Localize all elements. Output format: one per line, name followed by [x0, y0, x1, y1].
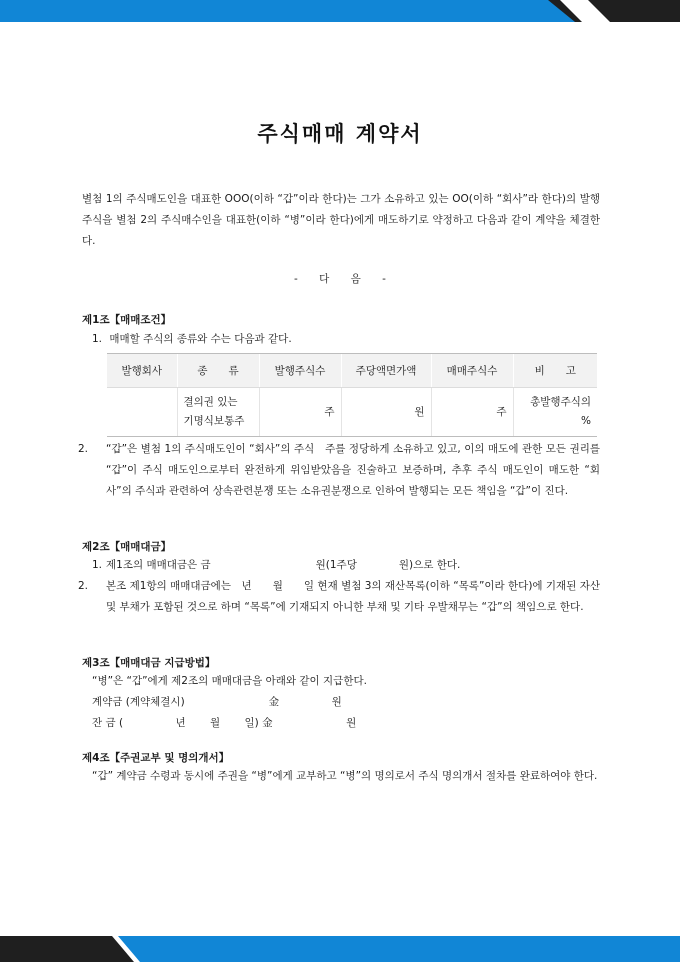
- cell-note-line2: %: [581, 415, 591, 427]
- header-note: 비 고: [513, 354, 597, 388]
- article3-heading: 제3조【매매대금 지급방법】: [82, 657, 216, 669]
- header-trade-shares: 매매주식수: [431, 354, 513, 388]
- cell-trade-shares: 주: [431, 388, 513, 437]
- cell-note-line1: 총발행주식의: [530, 396, 591, 408]
- stock-table: [107, 353, 597, 437]
- article2-item2: [78, 576, 600, 618]
- top-decorative-band: [0, 0, 680, 22]
- item-text: 매매할 주식의 종류와 수는 다음과 같다.: [109, 333, 292, 345]
- cell-par-value: 원: [341, 388, 431, 437]
- article3-line3: 잔 금 ( 년 월 일) 金 원: [92, 717, 357, 729]
- cell-type-line2: 기명식보통주: [183, 415, 245, 427]
- header-company: 발행회사: [107, 354, 177, 388]
- cell-type-line1: 결의권 있는: [183, 396, 238, 408]
- article1-item1: [92, 329, 600, 350]
- item-text: 본조 제1항의 매매대금에는 년 월 일 현재 별첨 3의 재산목록(이하 “목록”이라 한다)에 기재된 자산 및 부채가 포함된 것으로 하며 “목록”에 기재되지 아니한 부채 및 기타 우발채무는 “갑”의 책임으로 한다.: [106, 580, 600, 613]
- item-text: “갑”은 별첨 1의 주식매도인이 “회사”의 주식 주를 정당하게 소유하고 있고, 이의 매도에 관한 모든 권리를 “갑”이 주식 매도인으로부터 완전하게 위임받았음을 진술하고 보증하며, 추후 주식 매도인이 매도한 “회사”의 주식과 관련하여 상속관련분쟁 또는 소유권분쟁으로 인하여 발행되는 모든 책임을 “갑”이 진다.: [106, 443, 600, 497]
- table-row: [107, 388, 597, 437]
- cell-note: [513, 388, 597, 437]
- bottom-decorative-band: [0, 936, 680, 962]
- table-header-row: [107, 354, 597, 388]
- article2-item1: [92, 555, 600, 576]
- center-mark: - 다 음 -: [294, 273, 386, 285]
- document-title: 주식매매 계약서: [257, 122, 423, 146]
- article1-item2: [78, 439, 600, 502]
- header-issued-shares: 발행주식수: [259, 354, 341, 388]
- cell-issued-shares: 주: [259, 388, 341, 437]
- article3-line2: 계약금 (계약체결시) 金 원: [92, 696, 342, 708]
- intro-paragraph: 별첨 1의 주식매도인을 대표한 OOO(이하 “갑”이라 한다)는 그가 소유하고 있는 OO(이하 “회사”라 한다)의 발행주식을 별첨 2의 주식매수인을 대표한(이하 “병”이라 한다)에게 매도하기로 약정하고 다음과 같이 계약을 체결한다.: [82, 193, 600, 247]
- article4-heading: 제4조【주권교부 및 명의개서】: [82, 752, 230, 764]
- article4-text: “갑” 계약금 수령과 동시에 주권을 “병”에게 교부하고 “병”의 명의로서 주식 명의개서 절차를 완료하여야 한다.: [92, 770, 598, 782]
- item-number: 1.: [92, 559, 103, 571]
- cell-company: [107, 388, 177, 437]
- cell-type: [177, 388, 259, 437]
- item-number: 1.: [92, 333, 103, 345]
- article1-heading: 제1조【매매조건】: [82, 314, 172, 326]
- article2-heading: 제2조【매매대금】: [82, 541, 172, 553]
- header-type: 종 류: [177, 354, 259, 388]
- header-par-value: 주당액면가액: [341, 354, 431, 388]
- article3-line1: “병”은 “갑”에게 제2조의 매매대금을 아래와 같이 지급한다.: [92, 675, 367, 687]
- item-number: 2.: [78, 580, 89, 592]
- item-text: 제1조의 매매대금은 금 원(1주당 원)으로 한다.: [106, 559, 461, 571]
- item-number: 2.: [78, 443, 89, 455]
